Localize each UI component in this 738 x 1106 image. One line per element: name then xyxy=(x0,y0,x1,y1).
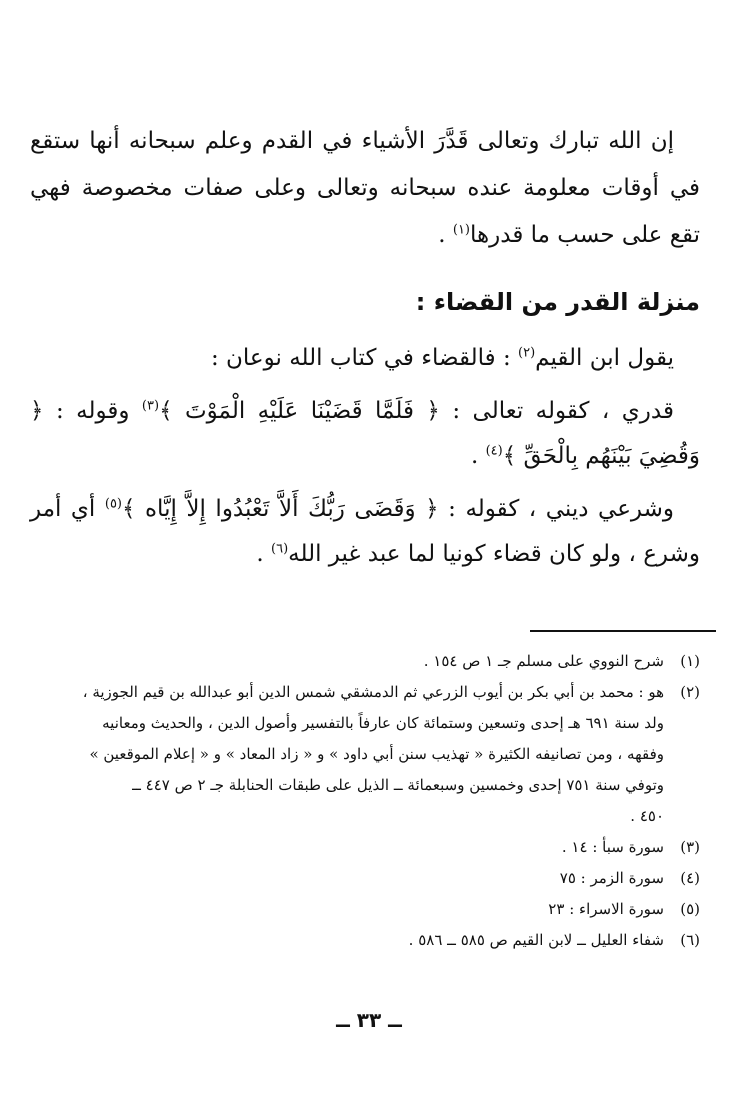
footnote-number: (٦) xyxy=(680,931,700,949)
kind-legal-text: وشرعي ديني ، كقوله : xyxy=(438,496,674,522)
quote-intro-text: يقول ابن القيم xyxy=(535,345,674,371)
footnote-number: (١) xyxy=(680,652,700,670)
footnote-3 xyxy=(30,832,700,863)
intro-paragraph xyxy=(30,118,700,259)
kind-decree-paragraph xyxy=(30,389,700,479)
footnote-number: (٣) xyxy=(680,838,700,856)
footnote-ref-6: (٦) xyxy=(271,541,289,557)
quran-verse-1: ﴿ فَلَمَّا قَضَيْنَا عَلَيْهِ الْمَوْتَ ﴾ xyxy=(159,398,440,424)
quote-section xyxy=(30,336,700,585)
quote-intro xyxy=(30,336,700,381)
kind-decree-text: قدري ، كقوله تعالى : xyxy=(439,398,674,424)
footnote-ref-1: (١) xyxy=(452,222,470,238)
quran-verse-2: ﴿ وَقُضِيَ بَيْنَهُم بِالْحَقِّ ﴾ xyxy=(30,398,700,469)
footnote-2-line-3: وفقهه ، ومن تصانيفه الكثيرة « تهذيب سنن أبي داود » و « زاد المعاد » و « إعلام الموقعين » xyxy=(89,745,664,763)
footnote-2 xyxy=(30,677,700,708)
kind-legal-paragraph xyxy=(30,487,700,577)
footnote-2-line-5: ٤٥٠ . xyxy=(630,807,664,825)
footnote-5 xyxy=(30,894,700,925)
footnote-ref-4: (٤) xyxy=(485,443,503,459)
footnote-ref-2: (٢) xyxy=(518,345,536,361)
kind-decree-mid: وقوله : xyxy=(43,398,142,424)
footnote-2-line-2: ولد سنة ٦٩١ هـ إحدى وتسعين وستمائة كان عارفاً بالتفسير وأصول الدين ، والحديث ومعانيه xyxy=(102,714,664,732)
footnote-4 xyxy=(30,863,700,894)
footnote-number: (٢) xyxy=(680,683,700,701)
footnote-divider xyxy=(530,630,716,632)
footnotes xyxy=(30,646,700,956)
footnote-text: شفاء العليل ــ لابن القيم ص ٥٨٥ ــ ٥٨٦ . xyxy=(408,931,664,949)
section-heading: منزلة القدر من القضاء : xyxy=(415,288,700,316)
page-number: ــ ٣٣ ــ xyxy=(336,1008,402,1032)
quran-verse-3: ﴿ وَقَضَى رَبُّكَ أَلاَّ تَعْبُدُوا إِلاَّ إِيَّاه ﴾ xyxy=(122,496,439,522)
quote-intro-rest: : فالقضاء في كتاب الله نوعان : xyxy=(210,345,519,371)
footnote-number: (٥) xyxy=(680,900,700,918)
footnote-2-line-4: وتوفي سنة ٧٥١ إحدى وخمسين وسبعمائة ــ الذيل على طبقات الحنابلة جـ ٢ ص ٤٤٧ ــ xyxy=(132,776,664,794)
footnote-text: سورة الاسراء : ٢٣ xyxy=(548,900,664,918)
footnote-ref-3: (٣) xyxy=(141,398,160,414)
footnote-text: شرح النووي على مسلم جـ ١ ص ١٥٤ . xyxy=(423,652,664,670)
intro-end: . xyxy=(438,222,453,248)
footnote-text: سورة الزمر : ٧٥ xyxy=(559,869,664,887)
footnote-1 xyxy=(30,646,700,677)
intro-body: إن الله تبارك وتعالى قَدَّرَ الأشياء في القدم وعلم سبحانه أنها ستقع في أوقات معلومة عنده سبحانه وتعالى وعلى صفات مخصوصة فهي تقع على حسب ما قدرها xyxy=(30,128,700,248)
kind-legal-end: . xyxy=(256,541,271,567)
footnote-number: (٤) xyxy=(680,869,700,887)
kind-legal-rest: أي أمر وشرع ، ولو كان قضاء كونيا لما عبد غير الله xyxy=(30,496,700,567)
footnote-text: سورة سبأ : ١٤ . xyxy=(561,838,664,856)
footnote-text: هو : محمد بن أبي بكر بن أيوب الزرعي ثم الدمشقي شمس الدين أبو عبدالله بن قيم الجوزية ، xyxy=(82,683,664,701)
intro-text xyxy=(30,118,700,259)
footnote-6 xyxy=(30,925,700,956)
footnote-ref-5: (٥) xyxy=(104,496,122,512)
kind-decree-end: . xyxy=(470,443,486,469)
